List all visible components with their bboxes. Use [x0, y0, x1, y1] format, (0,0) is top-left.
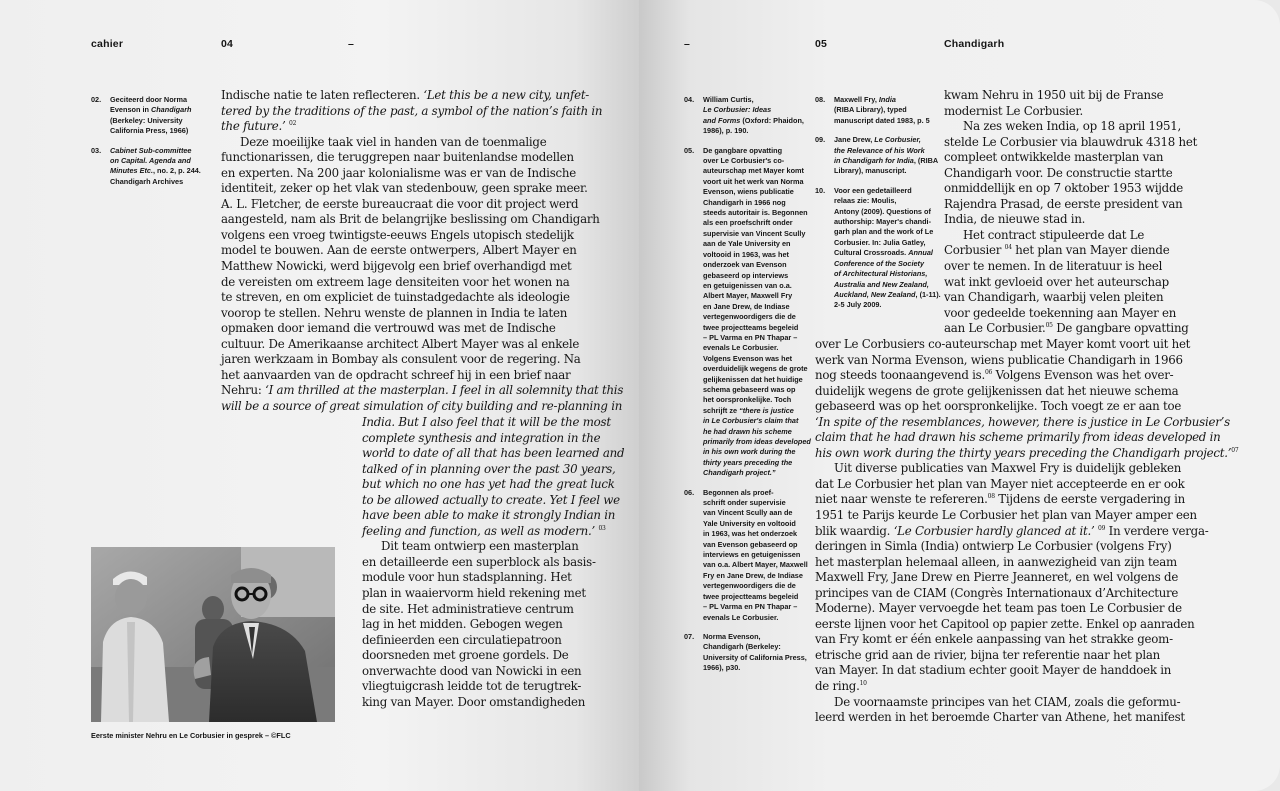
body-line: aangesteld, nam als Brit de belangrijke beslissing om Chandigarh — [221, 212, 600, 227]
body-text-right — [815, 337, 1239, 726]
body-line: wat inkt gevloeid over het auteurschap — [944, 274, 1169, 289]
footnote: 04. William Curtis, Le Corbusier: Ideas and Forms (Oxford: Phaidon, 1986), p. 190. — [684, 95, 804, 136]
footnotes-left — [91, 95, 216, 196]
body-line: model te bouwen. Aan de eerste ontwerpers, Albert Mayer en — [221, 243, 577, 258]
body-line: en experten. Na 200 jaar kolonialisme was er van de Indische — [221, 165, 576, 180]
body-line: Chandigarh voor. De constructie startte — [944, 165, 1173, 180]
right-page — [639, 0, 1280, 791]
body-line: his own work during the thirty years preceding the Chandigarh project.’$^{07}$ — [815, 445, 1239, 460]
body-line: Het contract stipuleerde dat Le — [963, 227, 1145, 242]
body-line: De voornaamste principes van het CIAM, zoals die geformu- — [834, 694, 1181, 709]
body-line: de vereisten om extreem lage densiteiten voor het wonen na — [221, 274, 570, 289]
body-line: jaren werkzaam in Bombay als consulent voor de regering. Na — [221, 352, 581, 367]
body-line: have been able to make it strongly Indian in — [362, 508, 616, 523]
body-line: Na zes weken India, op 18 april 1951, — [963, 119, 1181, 134]
body-line: van Mayer. In dat stadium echter gooit Mayer de handdoek in — [815, 663, 1172, 678]
body-text-left — [221, 88, 624, 414]
page-number-right: 05 — [815, 38, 828, 50]
body-line: de ring.$^{10}$ — [815, 679, 867, 694]
body-line: India. But I also feel that it will be the most — [362, 415, 611, 429]
body-line: Uit diverse publicaties van Maxwel Fry is duidelijk gebleken — [834, 461, 1182, 476]
body-line: onverwachte dood van Nowicki in een — [362, 663, 582, 678]
body-line: principes van de CIAM (Congrès Internationaux d’Architecture — [815, 585, 1179, 600]
photo-caption: Eerste minister Nehru en Le Corbusier in gesprek – ©FLC — [91, 731, 291, 740]
body-line: Maxwell Fry, Jane Drew en Pierre Jeanneret, en wel volgens de — [815, 570, 1179, 585]
body-line: niet naar wenste te refereren.$^{08}$ Tijdens de eerste vergadering in — [815, 492, 1186, 507]
body-line: Matthew Nowicki, werd bijgevolg een brief overhandigd met — [221, 259, 572, 274]
body-line: complete synthesis and integration in the — [362, 430, 601, 445]
body-line: compleet ontwikkelde masterplan van — [944, 150, 1164, 165]
body-line: world to date of all that has been learned and — [362, 446, 625, 461]
body-line: en detailleerde een superblock als basis- — [362, 554, 596, 569]
photo-nehru-le-corbusier — [91, 547, 335, 722]
body-line: Dit team ontwierp een masterplan — [381, 539, 579, 554]
body-line: cultuur. De Amerikaanse architect Albert Mayer was al enkele — [221, 336, 580, 351]
footnotes-right-col1 — [684, 95, 809, 683]
body-line: eerste lijnen voor het Capitool op papier zette. Enkel op aanraden — [815, 616, 1195, 631]
body-line: ‘In spite of the resemblances, however, there is justice in Le Corbusier’s — [815, 414, 1230, 429]
body-line: Indische natie te laten reflecteren. ‘Let this be a new city, unfet- — [221, 88, 590, 102]
body-line: de site. Het administratieve centrum — [362, 601, 574, 616]
photo-image — [91, 547, 335, 722]
body-line: the future.’ $^{02}$ — [221, 119, 297, 134]
footnote: 05. De gangbare opvatting over Le Corbusier's co- auteurschap met Mayer komt voort uit het werk van Norma Evenson, wiens publicatie Chandigarh in 1966 nog steeds autoritair is. Begonnen als een proefschrift onder supervisie van Vincent Scully aan de Yale University en voltooid in 1963, was het onderzoek van Evenson gebaseerd op interviews en getuigenissen van o.a. Albert Mayer, Maxwell Fry en Jane Drew, de Indiase vertegenwoordigers die de twee projectteams begeleid – PL Varma en PN Thapar – evenals Le Corbusier. Volgens Evenson was het overduidelijk wegens de grote gelijkenissen dat het huidige schema gebaseerd was op het oorspronkelijke. Toch schrijft ze “there is justice in Le Corbusier's claim that he had drawn his scheme primarily from ideas developed in his own work during the thirty years preceding the Chandigarh project.” — [684, 145, 811, 478]
body-line: leerd werden in het beroemde Charter van Athene, het manifest — [815, 710, 1185, 725]
body-line: doorsneden met groene gordels. De — [362, 648, 569, 663]
body-line: identiteit, zeker op het vlak van stedenbouw, geen sprake meer. — [221, 181, 588, 196]
footnote: 06. Begonnen als proef- schrift onder supervisie van Vincent Scully aan de Yale University en voltooid in 1963, was het onderzoek van Evenson gebaseerd op interviews en getuigenissen van o.a. Albert Mayer, Maxwell Fry en Jane Drew, de Indiase vertegenwoordigers die de twee projectteams begeleid – PL Varma en PN Thapar – evenals Le Corbusier. — [684, 487, 808, 622]
footnotes-right-col2 — [815, 95, 945, 320]
body-line: but which no one has yet had the great luck — [362, 477, 615, 492]
body-line: definieerden een circulatiepatroon — [362, 632, 562, 647]
body-line: aan Le Corbusier.$^{05}$ De gangbare opvatting — [944, 321, 1189, 336]
footnote: 10. Voor een gedetailleerd relaas zie: Moulis, Antony (2009). Questions of authorship: Mayer's chandi- garh plan and the work of Le Corbusier. In: Julia Gatley, Cultural Crossroads. Annual Conference of the Society of Architectural Historians, Australia and New Zealand, Auckland, New Zealand, (1-11). 2-5 July 2009. — [815, 185, 941, 310]
body-line: nog steeds toonaangevend is.$^{06}$ Volgens Evenson was het over- — [815, 368, 1174, 383]
page-number-left: 04 — [221, 38, 234, 50]
body-line: functionarissen, die teruggrepen naar buitenlandse modellen — [221, 150, 574, 165]
body-line: dat Le Corbusier het plan van Mayer niet accepteerde en er ook — [815, 476, 1185, 491]
body-line: deringen in Simla (India) ontwierp Le Corbusier (volgens Fry) — [815, 539, 1172, 554]
body-line: van Chandigarh, waarbij velen pleiten — [944, 290, 1164, 305]
body-line: Corbusier $^{04}$ het plan van Mayer diende — [944, 243, 1170, 258]
body-line: talked of in planning over the past 30 years, — [362, 461, 616, 476]
chapter-title: Chandigarh — [944, 38, 1005, 50]
body-line: opmaken door iemand die vertrouwd was met de Indische — [221, 321, 556, 336]
body-line: van Fry komt er één enkele aanpassing van het strakke geom- — [815, 632, 1173, 647]
body-line: vliegtuigcrash leidde tot de terugtrek- — [362, 679, 582, 694]
body-line: claim that he had drawn his scheme primarily from ideas developed in — [815, 430, 1221, 445]
footnote: 02. Geciteerd door Norma Evenson in Chandigarh (Berkeley: University California Press, 1966) — [91, 95, 192, 136]
body-line: gebaseerd was op het oorspronkelijke. Toch voegt ze er aan toe — [815, 399, 1182, 414]
body-line: het masterplan helemaal alleen, in aanwezigheid van zijn team — [815, 554, 1177, 569]
body-line: voor gedeelde toekenning aan Mayer en — [944, 305, 1177, 320]
body-line: plan in waaiervorm hield rekening met — [362, 586, 586, 601]
body-line: tered by the traditions of the past, a symbol of the nation’s faith in — [221, 103, 603, 118]
footnote: 08. Maxwell Fry, India (RIBA Library), typed manuscript dated 1983, p. 5 — [815, 95, 930, 125]
left-page — [0, 0, 639, 791]
body-line: over Le Corbusiers co-auteurschap met Mayer komt voort uit het — [815, 337, 1191, 351]
body-line: onmiddellijk en op 7 oktober 1953 wijdde — [944, 181, 1184, 196]
body-line: 1951 te Parijs keurde Le Corbusier het plan van Mayer amper een — [815, 508, 1197, 523]
section-label: cahier — [91, 38, 124, 50]
body-line: Deze moeilijke taak viel in handen van de toenmalige — [240, 134, 547, 149]
header-dash-right: – — [684, 38, 691, 50]
body-line: duidelijk wegens de grote gelijkenissen dat het nieuwe schema — [815, 383, 1179, 398]
body-line: werk van Norma Evenson, wiens publicatie Chandigarh in 1966 — [815, 352, 1183, 367]
body-line: volgens een vroeg twintigste-eeuws Engels utopisch stedelijk — [221, 227, 574, 242]
body-text-left-narrow — [362, 415, 625, 710]
body-line: etrische grid aan de rivier, bijna ter referentie naar het plan — [815, 647, 1160, 662]
body-line: Moderne). Mayer vervoegde het team pas toen Le Corbusier de — [815, 601, 1182, 616]
body-line: king van Mayer. Door omstandigheden — [362, 694, 586, 709]
body-line: modernist Le Corbusier. — [944, 103, 1084, 118]
body-line: over te nemen. In de literatuur is heel — [944, 259, 1163, 274]
body-line: voorop te stellen. Nehru wenste de plannen in India te laten — [221, 305, 568, 320]
footnote: 09. Jane Drew, Le Corbusier, the Relevance of his Work in Chandigarh for India, (RIBA Library), manuscript. — [815, 135, 939, 176]
body-line: lag in het midden. Gebogen wegen — [362, 617, 563, 632]
body-line: kwam Nehru in 1950 uit bij de Franse — [944, 88, 1164, 102]
body-line: Nehru: ‘I am thrilled at the masterplan. I feel in all solemnity that this — [221, 383, 624, 398]
body-line: module voor hun stadsplanning. Het — [362, 570, 572, 585]
body-line: blik waardig. ‘Le Corbusier hardly glanced at it.’ $^{09}$ In verdere verga- — [815, 523, 1209, 538]
footnote: 03. Cabinet Sub-committee on Capital. Agenda and Minutes Etc., no. 2, p. 244. Chandigarh Archives — [91, 145, 201, 186]
body-line: het aanvaarden van de opdracht schreef hij in een brief naar — [221, 367, 571, 382]
body-line: will be a source of great simulation of city building and re-planning in — [221, 398, 623, 413]
body-text-right-narrow — [944, 88, 1198, 337]
header-dash-left: – — [348, 38, 355, 50]
body-line: te streven, en om expliciet de tuinstadgedachte als ideologie — [221, 290, 570, 305]
body-line: India, de nieuwe stad in. — [944, 212, 1086, 227]
footnote: 07. Norma Evenson, Chandigarh (Berkeley: University of California Press, 1966), p30. — [684, 631, 807, 673]
body-line: A. L. Fletcher, de eerste bureaucraat die voor dit project werd — [221, 196, 579, 211]
body-line: Rajendra Prasad, de eerste president van — [944, 196, 1183, 211]
body-line: feeling and function, as well as modern.’ $^{03}$ — [362, 523, 606, 538]
body-line: to be allowed actually to create. Yet I feel we — [362, 492, 620, 507]
body-line: stelde Le Corbusier via blauwdruk 4318 het — [944, 134, 1198, 149]
